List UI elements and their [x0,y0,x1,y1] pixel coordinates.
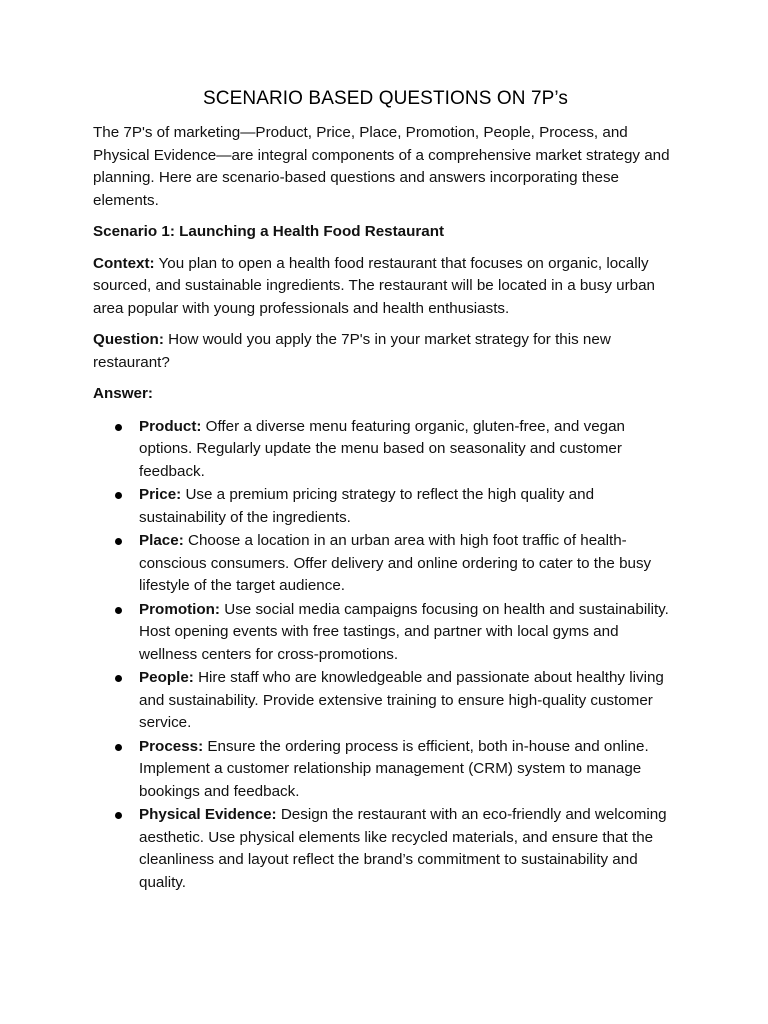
answer-label: People: [139,669,194,686]
list-item [93,667,678,735]
answer-text: Design the restaurant with an eco-friendly and welcoming aesthetic. Use physical elements like recycled materials, and ensure that the cleanliness and layout reflect the brand’s commitment to sustainability and quality. [139,806,667,891]
answer-text: Choose a location in an urban area with high foot traffic of health-conscious consumers. Offer delivery and online ordering to cater to the busy lifestyle of the target audience. [139,532,652,594]
document-page [93,88,678,895]
answer-label: Price: [139,486,182,503]
bullet-icon [115,607,122,614]
answer-text: Ensure the ordering process is efficient, both in-house and online. Implement a customer relationship management (CRM) system to manage bookings and feedback. [139,737,649,800]
bullet-icon [115,812,122,819]
answer-label: Place: [139,532,184,549]
answer-label: Physical Evidence: [139,806,277,823]
list-item [93,736,678,804]
list-item [93,599,678,667]
scenario-heading: Scenario 1: Launching a Health Food Restaurant [93,223,445,240]
bullet-icon [115,744,122,751]
answer-label: Process: [139,737,204,755]
list-item [93,530,678,598]
bullet-icon [115,424,122,431]
question-label: Question: [93,331,164,348]
list-item [93,416,678,484]
question-paragraph [93,329,678,374]
answer-text: Use social media campaigns focusing on health and sustainability. Host opening events with free tastings, and partner with local gyms and wellness centers for cross-promotions. [139,600,669,663]
answer-label: Product: [139,417,202,435]
context-text: You plan to open a health food restaurant that focuses on organic, locally sourced, and sustainable ingredients. The restaurant will be located in a busy urban area popular with young professionals and health enthusiasts. [93,254,656,317]
question-text: How would you apply the 7P's in your market strategy for this new restaurant? [93,331,611,371]
intro-paragraph: The 7P's of marketing—Product, Price, Place, Promotion, People, Process, and Physical Evidence—are integral components of a comprehensive market strategy and planning. Here are scenario-based questions and answers incorporating these elements. [93,124,670,209]
answer-text: Hire staff who are knowledgeable and passionate about healthy living and sustainability. Provide extensive training to ensure high-quality customer service. [139,669,664,731]
bullet-icon [115,492,122,499]
answer-label: Promotion: [139,600,220,618]
bullet-icon [115,538,122,545]
list-item [93,484,678,529]
bullet-icon [115,675,122,682]
answer-list [93,416,678,895]
context-paragraph [93,253,678,321]
page-title: SCENARIO BASED QUESTIONS ON 7P’s [203,88,568,109]
answer-text: Offer a diverse menu featuring organic, gluten-free, and vegan options. Regularly update the menu based on seasonality and customer feedback. [139,417,625,480]
list-item [93,804,678,894]
answer-heading: Answer: [93,385,153,402]
answer-text: Use a premium pricing strategy to reflect the high quality and sustainability of the ingredients. [139,486,595,526]
context-label: Context: [93,254,155,272]
